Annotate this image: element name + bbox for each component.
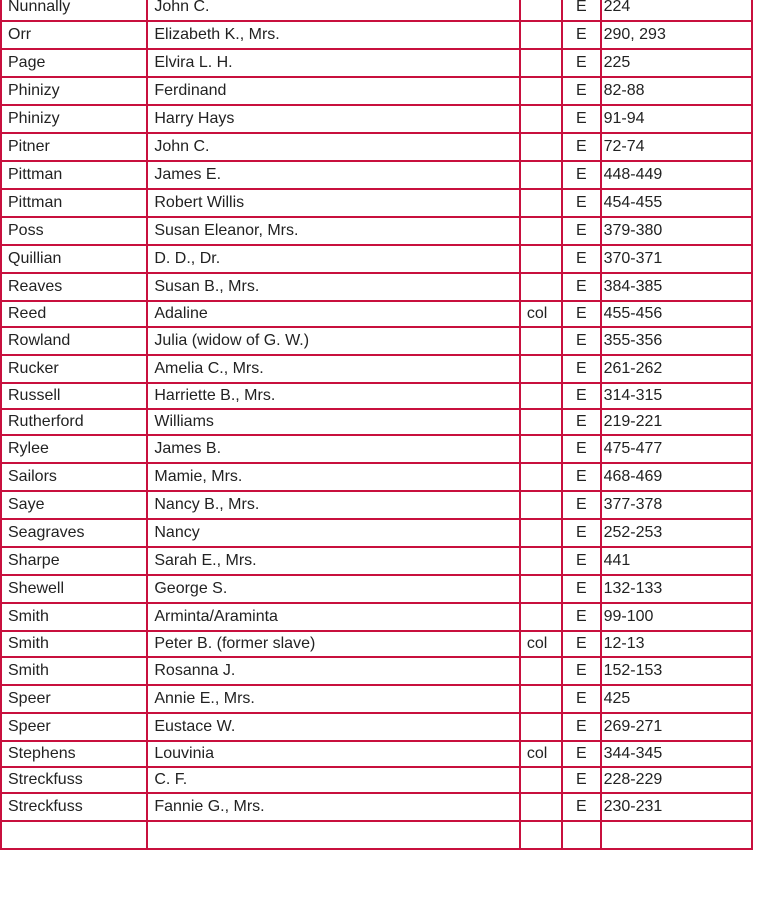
pages-cell: 468-469 — [601, 463, 752, 491]
pages-cell: 370-371 — [601, 245, 752, 273]
note-cell — [520, 327, 562, 355]
surname-cell: Saye — [1, 491, 147, 519]
table-row — [1, 327, 752, 355]
surname-cell: Reaves — [1, 273, 147, 301]
given-name-cell: D. D., Dr. — [147, 245, 519, 273]
note-cell — [520, 713, 562, 741]
given-name-cell — [147, 821, 519, 849]
given-name-cell: James E. — [147, 161, 519, 189]
pages-cell: 448-449 — [601, 161, 752, 189]
note-cell — [520, 105, 562, 133]
given-name-cell: Amelia C., Mrs. — [147, 355, 519, 383]
volume-cell: E — [562, 273, 600, 301]
table-row — [1, 161, 752, 189]
given-name-cell: Williams — [147, 409, 519, 435]
volume-cell: E — [562, 301, 600, 327]
surname-cell: Seagraves — [1, 519, 147, 547]
volume-cell: E — [562, 133, 600, 161]
given-name-cell: Sarah E., Mrs. — [147, 547, 519, 575]
given-name-cell: John C. — [147, 0, 519, 21]
table-row — [1, 355, 752, 383]
table-row — [1, 713, 752, 741]
note-cell — [520, 821, 562, 849]
pages-cell: 441 — [601, 547, 752, 575]
note-cell — [520, 409, 562, 435]
table-row — [1, 383, 752, 409]
note-cell — [520, 685, 562, 713]
volume-cell: E — [562, 217, 600, 245]
volume-cell: E — [562, 161, 600, 189]
note-cell — [520, 245, 562, 273]
surname-cell: Smith — [1, 657, 147, 685]
surname-cell: Shewell — [1, 575, 147, 603]
given-name-cell: Nancy — [147, 519, 519, 547]
table-row — [1, 657, 752, 685]
volume-cell: E — [562, 685, 600, 713]
pages-cell: 455-456 — [601, 301, 752, 327]
pages-cell: 225 — [601, 49, 752, 77]
surname-cell: Orr — [1, 21, 147, 49]
surname-cell: Sharpe — [1, 547, 147, 575]
surname-cell: Pittman — [1, 189, 147, 217]
given-name-cell: Susan B., Mrs. — [147, 273, 519, 301]
volume-cell: E — [562, 631, 600, 657]
pages-cell: 252-253 — [601, 519, 752, 547]
pages-cell: 379-380 — [601, 217, 752, 245]
table-row — [1, 519, 752, 547]
note-cell — [520, 383, 562, 409]
given-name-cell: Elvira L. H. — [147, 49, 519, 77]
given-name-cell: Elizabeth K., Mrs. — [147, 21, 519, 49]
table-row — [1, 77, 752, 105]
given-name-cell: James B. — [147, 435, 519, 463]
table-row — [1, 21, 752, 49]
table-body — [1, 0, 752, 849]
volume-cell: E — [562, 0, 600, 21]
pages-cell: 91-94 — [601, 105, 752, 133]
pages-cell: 384-385 — [601, 273, 752, 301]
volume-cell: E — [562, 603, 600, 631]
note-cell: col — [520, 301, 562, 327]
given-name-cell: Julia (widow of G. W.) — [147, 327, 519, 355]
table-row — [1, 301, 752, 327]
note-cell — [520, 435, 562, 463]
surname-cell: Speer — [1, 713, 147, 741]
surname-cell: Smith — [1, 603, 147, 631]
note-cell — [520, 463, 562, 491]
given-name-cell: Louvinia — [147, 741, 519, 767]
given-name-cell: Eustace W. — [147, 713, 519, 741]
given-name-cell: Adaline — [147, 301, 519, 327]
surname-cell: Sailors — [1, 463, 147, 491]
pages-cell: 425 — [601, 685, 752, 713]
table-row — [1, 685, 752, 713]
surname-cell: Pitner — [1, 133, 147, 161]
pages-cell: 344-345 — [601, 741, 752, 767]
surname-cell: Rylee — [1, 435, 147, 463]
note-cell — [520, 575, 562, 603]
given-name-cell: Harry Hays — [147, 105, 519, 133]
surname-cell: Streckfuss — [1, 767, 147, 793]
note-cell — [520, 603, 562, 631]
pages-cell: 314-315 — [601, 383, 752, 409]
given-name-cell: Rosanna J. — [147, 657, 519, 685]
given-name-cell: C. F. — [147, 767, 519, 793]
pages-cell: 72-74 — [601, 133, 752, 161]
note-cell — [520, 0, 562, 21]
volume-cell: E — [562, 355, 600, 383]
volume-cell: E — [562, 105, 600, 133]
surname-cell: Russell — [1, 383, 147, 409]
note-cell — [520, 189, 562, 217]
table-row — [1, 435, 752, 463]
volume-cell: E — [562, 793, 600, 821]
volume-cell: E — [562, 435, 600, 463]
pages-cell: 269-271 — [601, 713, 752, 741]
given-name-cell: Annie E., Mrs. — [147, 685, 519, 713]
volume-cell: E — [562, 77, 600, 105]
surname-cell: Rucker — [1, 355, 147, 383]
table-row — [1, 767, 752, 793]
given-name-cell: Peter B. (former slave) — [147, 631, 519, 657]
given-name-cell: Arminta/Araminta — [147, 603, 519, 631]
given-name-cell: Harriette B., Mrs. — [147, 383, 519, 409]
surname-cell: Speer — [1, 685, 147, 713]
pages-cell: 454-455 — [601, 189, 752, 217]
surname-cell: Nunnally — [1, 0, 147, 21]
given-name-cell: Ferdinand — [147, 77, 519, 105]
table-row — [1, 105, 752, 133]
table-row — [1, 189, 752, 217]
volume-cell: E — [562, 657, 600, 685]
volume-cell: E — [562, 245, 600, 273]
volume-cell: E — [562, 49, 600, 77]
note-cell — [520, 767, 562, 793]
note-cell: col — [520, 741, 562, 767]
note-cell — [520, 77, 562, 105]
note-cell — [520, 217, 562, 245]
pages-cell: 224 — [601, 0, 752, 21]
given-name-cell: John C. — [147, 133, 519, 161]
pages-cell: 355-356 — [601, 327, 752, 355]
table-row — [1, 547, 752, 575]
pages-cell: 99-100 — [601, 603, 752, 631]
note-cell — [520, 793, 562, 821]
volume-cell: E — [562, 575, 600, 603]
given-name-cell: Mamie, Mrs. — [147, 463, 519, 491]
volume-cell: E — [562, 713, 600, 741]
surname-cell: Reed — [1, 301, 147, 327]
surname-cell: Quillian — [1, 245, 147, 273]
pages-cell: 261-262 — [601, 355, 752, 383]
volume-cell: E — [562, 547, 600, 575]
volume-cell: E — [562, 327, 600, 355]
table-row — [1, 273, 752, 301]
table-row — [1, 575, 752, 603]
surname-cell: Stephens — [1, 741, 147, 767]
surname-cell: Poss — [1, 217, 147, 245]
table-row — [1, 0, 752, 21]
table-row — [1, 631, 752, 657]
table-row — [1, 603, 752, 631]
volume-cell: E — [562, 383, 600, 409]
given-name-cell: Susan Eleanor, Mrs. — [147, 217, 519, 245]
volume-cell: E — [562, 189, 600, 217]
table-row — [1, 793, 752, 821]
given-name-cell: Robert Willis — [147, 189, 519, 217]
volume-cell: E — [562, 463, 600, 491]
pages-cell — [601, 821, 752, 849]
pages-cell: 152-153 — [601, 657, 752, 685]
pages-cell: 290, 293 — [601, 21, 752, 49]
table-row — [1, 217, 752, 245]
note-cell — [520, 161, 562, 189]
given-name-cell: Nancy B., Mrs. — [147, 491, 519, 519]
surname-cell: Smith — [1, 631, 147, 657]
surname-cell: Pittman — [1, 161, 147, 189]
volume-cell — [562, 821, 600, 849]
pages-cell: 12-13 — [601, 631, 752, 657]
table-row — [1, 409, 752, 435]
note-cell — [520, 21, 562, 49]
note-cell — [520, 491, 562, 519]
volume-cell: E — [562, 741, 600, 767]
volume-cell: E — [562, 409, 600, 435]
surname-cell: Phinizy — [1, 105, 147, 133]
table-row — [1, 463, 752, 491]
table-row — [1, 245, 752, 273]
note-cell — [520, 133, 562, 161]
volume-cell: E — [562, 767, 600, 793]
pages-cell: 82-88 — [601, 77, 752, 105]
pages-cell: 377-378 — [601, 491, 752, 519]
pages-cell: 132-133 — [601, 575, 752, 603]
note-cell — [520, 547, 562, 575]
pages-cell: 219-221 — [601, 409, 752, 435]
note-cell — [520, 657, 562, 685]
given-name-cell: George S. — [147, 575, 519, 603]
note-cell: col — [520, 631, 562, 657]
pages-cell: 230-231 — [601, 793, 752, 821]
surname-cell: Phinizy — [1, 77, 147, 105]
surname-cell: Page — [1, 49, 147, 77]
note-cell — [520, 519, 562, 547]
surname-cell — [1, 821, 147, 849]
volume-cell: E — [562, 21, 600, 49]
surname-cell: Rowland — [1, 327, 147, 355]
table-row — [1, 491, 752, 519]
note-cell — [520, 355, 562, 383]
given-name-cell: Fannie G., Mrs. — [147, 793, 519, 821]
volume-cell: E — [562, 519, 600, 547]
surname-cell: Rutherford — [1, 409, 147, 435]
surname-cell: Streckfuss — [1, 793, 147, 821]
table-row — [1, 133, 752, 161]
table-row — [1, 49, 752, 77]
table-row — [1, 821, 752, 849]
note-cell — [520, 49, 562, 77]
pages-cell: 228-229 — [601, 767, 752, 793]
pages-cell: 475-477 — [601, 435, 752, 463]
note-cell — [520, 273, 562, 301]
volume-cell: E — [562, 491, 600, 519]
table-row — [1, 741, 752, 767]
